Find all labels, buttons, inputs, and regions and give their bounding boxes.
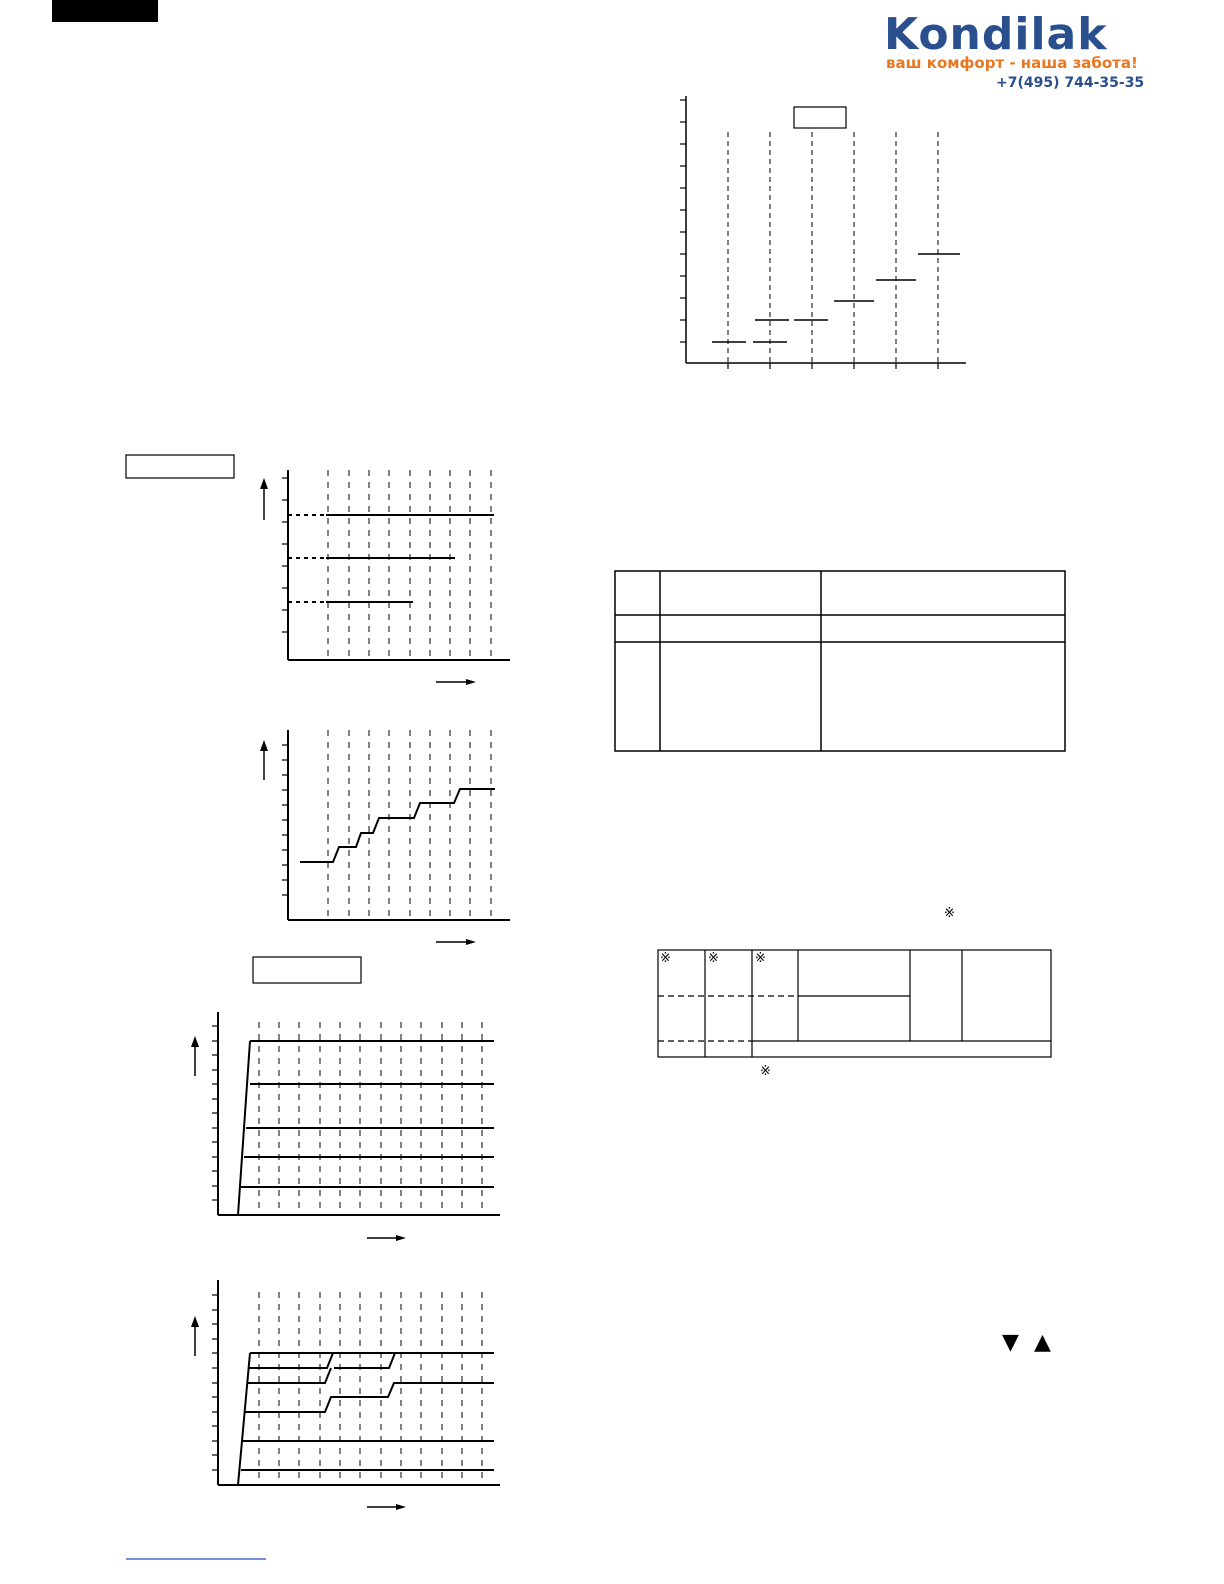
reference-mark-4: ※: [755, 951, 766, 966]
table-1: [615, 571, 1065, 751]
reference-mark-2: ※: [660, 951, 671, 966]
upper-right-step-chart: [680, 96, 966, 369]
chart-panel-b: [260, 730, 510, 945]
chart-panel-a: [260, 470, 510, 685]
reference-mark-5: ※: [760, 1064, 771, 1079]
brand-phone: +7(495) 744-35-35: [996, 75, 1145, 91]
label-box-2: [253, 957, 361, 983]
chart-panel-d: [191, 1280, 500, 1510]
down-triangle-icon: ▼: [1002, 1330, 1019, 1355]
brand-slogan: ваш комфорт - наша забота!: [886, 54, 1138, 72]
chart-panel-c: [191, 1012, 500, 1241]
label-box-1: [126, 455, 234, 478]
brand-name: Kondilak: [884, 9, 1108, 60]
reference-mark-1: ※: [944, 906, 955, 921]
up-triangle-icon: ▲: [1034, 1330, 1051, 1355]
table-2: [658, 950, 1051, 1057]
reference-mark-3: ※: [708, 951, 719, 966]
